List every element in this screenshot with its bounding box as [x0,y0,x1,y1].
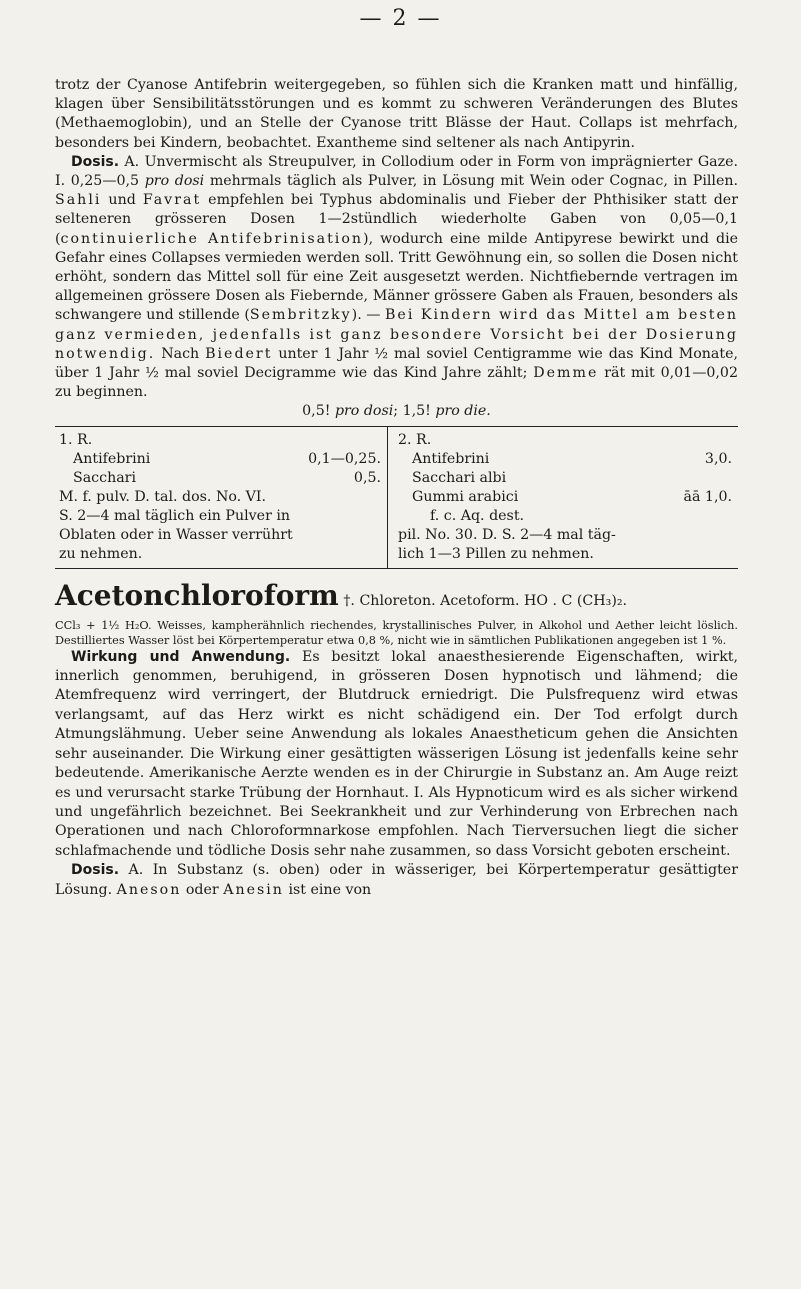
recipe-2-number: 2. R. [398,431,432,448]
recipe-1-instruction: Oblaten oder in Wasser verrührt [59,526,293,543]
recipe-1-instruction: S. 2—4 mal täglich ein Pulver in [59,507,291,524]
section-description: CCl₃ + 1½ H₂O. Weisses, kampherähnlich riechendes, krystallinisches Pulver, in Alkohol und Aether leicht löslich. Destilliertes Wasser löst bei Körpertemperatur etwa 0,8 %, nicht wie in sämtlichen Publikationen angegeben ist 1 %. [55,618,738,647]
dosis-2-heading: Dosis. [71,862,120,879]
page-content [55,76,738,900]
wirkung-paragraph: Wirkung und Anwendung. Es besitzt lokal anaesthesierende Eigenschaften, wirkt, innerlich genommen, beruhigend, in grösseren Dosen hypnotisch und lähmend; die Atemfrequenz wird verringert, der Blutdruck erniedrigt. Die Pulsfrequenz wird etwas verlangsamt, auf das Herz wirkt es nicht schädigend ein. Der Tod erfolgt durch Atmungslähmung. Ueber seine Anwendung als lokales Anaestheticum gehen die Ansichten sehr auseinander. Die Wirkung einer gesättigten wässerigen Lösung ist jedenfalls keine sehr bedeutende. Amerikanische Aerzte wenden es in der Chirurgie in Substanz an. Am Auge reizt es und verursacht starke Trübung der Hornhaut. I. Als Hypnoticum wird es als sicher wirkend und ungefährlich bezeichnet. Bei Seekrankheit und zur Verhinderung von Erbrechen nach Operationen und nach Chloroformnarkose empfohlen. Nach Tierversuchen liegt die sicher schlafmachende und tödliche Dosis sehr nahe zusammen, so dass Vorsicht geboten erscheint. [55,648,739,859]
recipe-2-instruction: pil. No. 30. D. S. 2—4 mal täg- [398,526,616,543]
dagger-mark: †. [338,592,355,609]
dosis-2-paragraph: Dosis. A. In Substanz (s. oben) oder in wässeriger, bei Körpertemperatur gesättigter Lösung. Aneson oder Anesin ist eine von [55,862,738,898]
page-number: — 2 — [359,6,442,31]
recipe-2-instruction: lich 1—3 Pillen zu nehmen. [398,545,594,562]
recipe-2-ingredient: Antifebrini 3,0. [412,450,732,467]
recipe-2-ingredient: Sacchari albi [412,469,507,486]
section-title-text: Acetonchloroform [55,578,339,612]
synonyms: Chloreton. Acetoform. HO . C (CH₃)₂. [354,592,628,609]
recipe-1-ingredient: Antifebrini 0,1—0,25. [73,450,381,467]
wirkung-heading: Wirkung und Anwendung. [71,648,291,665]
recipe-1-instruction: zu nehmen. [59,545,143,562]
children-warning: Bei Kindern wird das Mittel am besten ganz vermieden, jedenfalls ist ganz besondere Vorsicht bei der Dosierung notwendig. [55,307,738,362]
recipe-1-number: 1. R. [59,431,93,448]
max-dose-line: 0,5! pro dosi; 1,5! pro die. [302,403,491,420]
dosis-heading: Dosis. [71,153,120,170]
recipe-box [55,426,738,569]
intro-paragraph: trotz der Cyanose Antifebrin weitergegeben, so fühlen sich die Kranken matt und hinfällig, klagen über Sensibilitätsstörungen und es kommt zu schweren Veränderungen des Blutes (Methaemoglobin), und an Stelle der Cyanose tritt Blässe der Haut. Collaps ist mehrfach, besonders bei Kindern, beobachtet. Exantheme sind seltener als nach Antipyrin. [55,77,738,151]
recipe-2 [388,427,738,568]
recipe-1-ingredient: Sacchari 0,5. [73,469,381,486]
section-title [55,579,738,618]
recipe-1-instruction: M. f. pulv. D. tal. dos. No. VI. [59,488,267,505]
recipe-2-ingredient: Gummi arabici āā 1,0. [412,488,732,505]
recipe-1 [55,427,388,568]
dosis-paragraph: Dosis. A. Unvermischt als Streupulver, in Collodium oder in Form von imprägnierter Gaze. I. 0,25—0,5 pro dosi mehrmals täglich als Pulver, in Lösung mit Wein oder Cognac, in Pillen. Sahli und Favrat empfehlen bei Typhus abdominalis und Fieber der Phthisiker statt der selteneren grösseren Dosen 1—2stündlich wiederholte Gaben von 0,05—0,1 (continuierliche Antifebrinisation), wodurch eine milde Antipyrese bewirkt und die Gefahr eines Collapses vermieden werden soll. Tritt Gewöhnung ein, so sollen die Dosen nicht erhöht, sondern das Mittel soll für eine Zeit ausgesetzt werden. Nichtfiebernde vertragen im allgemeinen grössere Dosen als Fiebernde, Männer grössere Gaben als Frauen, besonders als schwangere und stillende (Sembritzky). — Bei Kindern wird das Mittel am besten ganz vermieden, jedenfalls ist ganz besondere Vorsicht bei der Dosierung notwendig. Nach Biedert unter 1 Jahr ½ mal soviel Centigramme wie das Kind Monate, über 1 Jahr ½ mal soviel Decigramme wie das Kind Jahre zählt; Demme rät mit 0,01—0,02 zu beginnen. [55,153,738,401]
recipe-2-instruction: f. c. Aq. dest. [430,507,525,524]
